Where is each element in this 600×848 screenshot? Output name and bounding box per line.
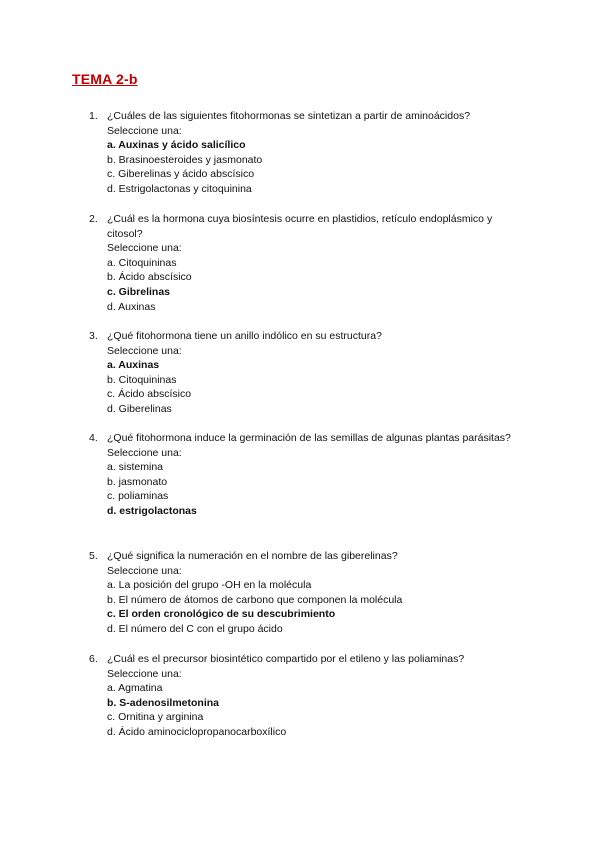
option-a: a. Auxinas	[107, 359, 160, 372]
option-d: d. estrigolactonas	[107, 504, 197, 517]
question-number: 3.	[89, 330, 98, 342]
question-number: 6.	[89, 653, 98, 665]
select-label: Seleccione una:	[107, 446, 182, 459]
option-b: b. jasmonato	[107, 475, 168, 488]
option-a: a. Auxinas y ácido salicílico	[107, 139, 246, 152]
option-b: b. El número de átomos de carbono que componen la molécula	[107, 593, 403, 606]
question-number: 4.	[89, 432, 98, 444]
select-label: Seleccione una:	[107, 344, 182, 357]
option-a: a. La posición del grupo -OH en la molécula	[107, 579, 312, 592]
question-text: ¿Cuál es el precursor biosintético compartido por el etileno y las poliaminas?	[107, 653, 465, 665]
option-d: d. Estrigolactonas y citoquinina	[107, 182, 252, 195]
option-a: a. sistemina	[107, 461, 164, 474]
option-b: b. Brasinoesteroides y jasmonato	[107, 153, 263, 166]
select-label: Seleccione una:	[107, 124, 182, 137]
option-c: c. Ornitina y arginina	[107, 711, 204, 724]
option-c: c. Giberelinas y ácido abscísico	[107, 168, 255, 181]
option-d: d. Ácido aminociclopropanocarboxílico	[107, 725, 287, 738]
option-d: d. Giberelinas	[107, 402, 172, 415]
question-number: 5.	[89, 550, 98, 562]
option-b: b. S-adenosilmetonina	[107, 696, 220, 709]
option-d: d. Auxinas	[107, 300, 156, 313]
question-number: 1.	[89, 110, 98, 122]
option-c: c. Ácido abscísico	[107, 388, 192, 401]
option-b: b. Citoquininas	[107, 373, 177, 386]
question-text: ¿Qué significa la numeración en el nombre de las giberelinas?	[107, 550, 398, 562]
question-text: ¿Cuál es la hormona cuya biosíntesis ocurre en plastidios, retículo endoplásmico y citosol?	[107, 213, 493, 240]
question-text: ¿Cuáles de las siguientes fitohormonas se sintetizan a partir de aminoácidos?	[107, 110, 471, 122]
select-label: Seleccione una:	[107, 667, 182, 680]
option-b: b. Ácido abscísico	[107, 271, 192, 284]
option-c: c. poliaminas	[107, 490, 169, 503]
option-c: c. Gibrelinas	[107, 285, 171, 298]
question-text: ¿Qué fitohormona tiene un anillo indólico en su estructura?	[107, 330, 382, 342]
page-title: TEMA 2-b	[72, 71, 138, 87]
question-number: 2.	[89, 213, 98, 225]
option-a: a. Citoquininas	[107, 256, 177, 269]
option-c: c. El orden cronológico de su descubrimiento	[107, 608, 336, 621]
select-label: Seleccione una:	[107, 564, 182, 577]
option-a: a. Agmatina	[107, 682, 163, 695]
question-text: ¿Qué fitohormona induce la germinación de las semillas de algunas plantas parásitas?	[107, 432, 511, 444]
select-label: Seleccione una:	[107, 242, 182, 255]
option-d: d. El número del C con el grupo ácido	[107, 622, 283, 635]
